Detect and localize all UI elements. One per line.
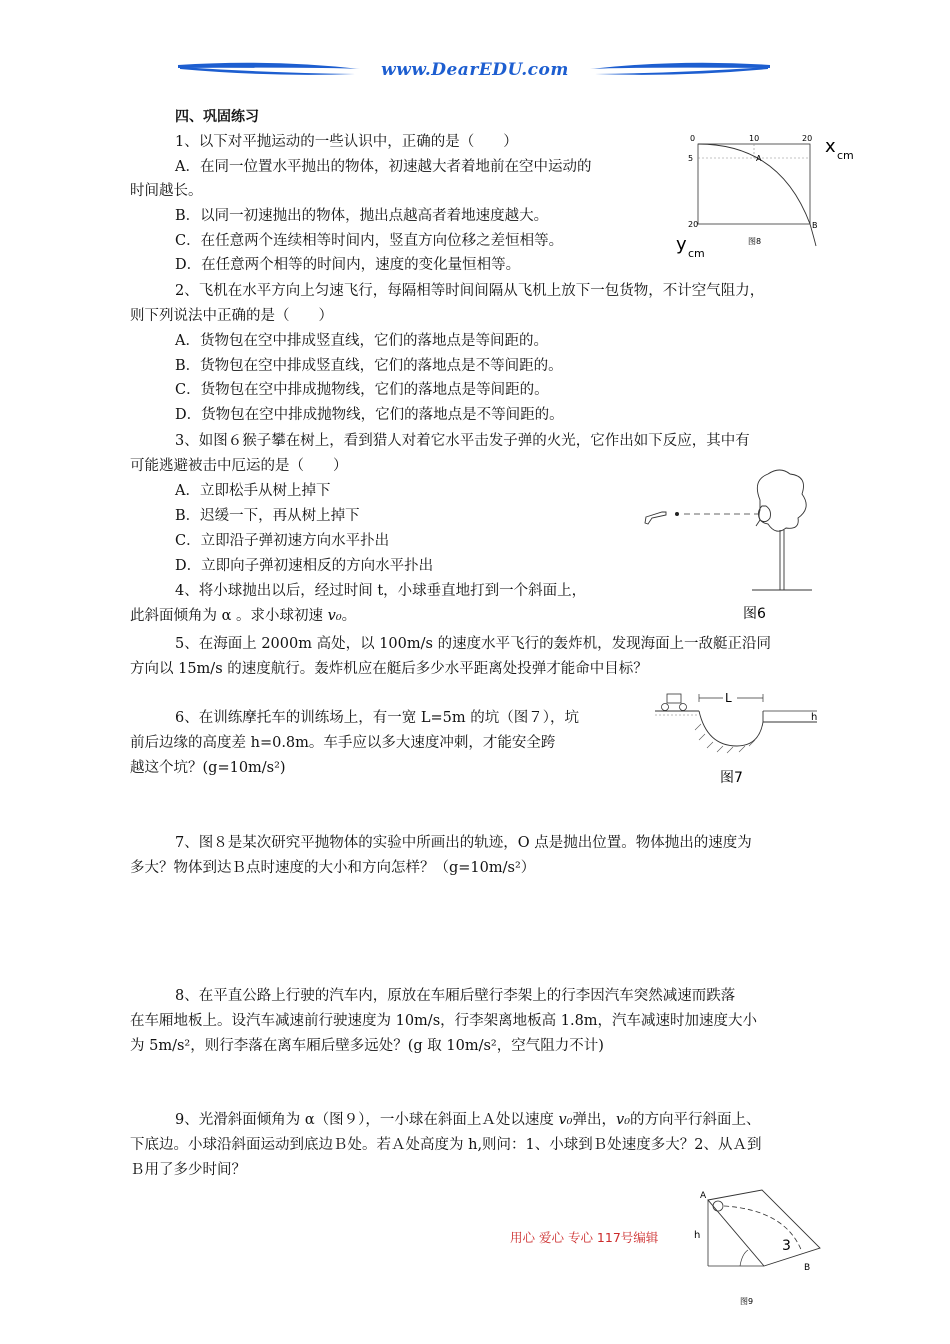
section-title: 四、巩固练习 xyxy=(175,109,259,125)
q9-text-mid: 弹出， xyxy=(572,1112,616,1128)
q1-option-c: C．在任意两个连续相等时间内，竖直方向位移之差恒相等。 xyxy=(175,233,564,249)
q6-stem-2: 前后边缘的高度差 h=0.8m。车手应以多大速度冲刺，才能安全跨 xyxy=(130,735,556,751)
figure-6 xyxy=(640,460,820,625)
page-number: 3 xyxy=(782,1238,791,1254)
q3-option-b: B．迟缓一下，再从树上掉下 xyxy=(175,508,360,524)
fig6-caption: 图6 xyxy=(743,606,766,622)
fig9-label-h: h xyxy=(694,1230,701,1241)
q8-stem-3: 为 5m/s²，则行李落在离车厢后壁多远处？(g 取 10m/s²，空气阻力不计) xyxy=(130,1038,604,1054)
fig9-label-b: B xyxy=(804,1263,811,1273)
q1-stem: 1、以下对平抛运动的一些认识中，正确的是（ ） xyxy=(175,134,518,150)
fig6-bullet xyxy=(675,512,679,516)
q4-stem-2 xyxy=(130,607,356,625)
q5-stem-2: 方向以 15m/s 的速度航行。轰炸机应在艇后多少水平距离处投弹才能命中目标？ xyxy=(130,661,648,677)
fig8-tick-10: 10 xyxy=(749,134,760,143)
q3-stem-1: 3、如图６猴子攀在树上，看到猎人对着它水平击发子弹的火光，它作出如下反应，其中有 xyxy=(175,433,750,449)
q9-stem-2: 下底边。小球沿斜面运动到底边Ｂ处。若Ａ处高度为 h,则问：1、小球到Ｂ处速度多大？2、从Ａ到 xyxy=(130,1137,762,1153)
q9-stem-3: Ｂ用了多少时间？ xyxy=(130,1162,246,1178)
q2-option-b: B．货物包在空中排成竖直线，它们的落地点是不等间距的。 xyxy=(175,358,563,374)
q1-option-a: A．在同一位置水平抛出的物体，初速越大者着地前在空中运动的 xyxy=(175,159,592,175)
q8-stem-1: 8、在平直公路上行驶的汽车内，原放在车厢后壁行李架上的行李因汽车突然减速而跌落 xyxy=(175,988,736,1004)
fig8-caption: 图8 xyxy=(748,237,762,246)
q2-option-a: A．货物包在空中排成竖直线，它们的落地点是等间距的。 xyxy=(175,333,548,349)
q6-stem-3: 越这个坑？(g=10m/s²) xyxy=(130,760,286,776)
q9-var-v0-2: v₀ xyxy=(616,1112,631,1128)
q9-var-v0: v₀ xyxy=(558,1112,573,1128)
fig7-label-l: L xyxy=(725,691,732,705)
q7-stem-2: 多大？物体到达Ｂ点时速度的大小和方向怎样？（g=10m/s²） xyxy=(130,860,536,876)
q3-stem-2: 可能逃避被击中厄运的是（ ） xyxy=(130,458,348,474)
fig7-wheel-front xyxy=(680,704,687,711)
q3-option-a: A．立即松手从树上掉下 xyxy=(175,483,331,499)
fig8-y-unit: cm xyxy=(688,247,705,260)
q2-option-c: C．货物包在空中排成抛物线，它们的落地点是等间距的。 xyxy=(175,382,549,398)
fig7-caption: 图7 xyxy=(720,770,743,786)
fig9-caption: 图9 xyxy=(740,1297,754,1306)
fig9-label-a: A xyxy=(700,1191,707,1201)
footer-editor-note: 用心 爱心 专心 117号编辑 xyxy=(510,1230,659,1245)
q3-option-c: C．立即沿子弹初速方向水平扑出 xyxy=(175,533,390,549)
q2-stem-1: 2、飞机在水平方向上匀速飞行，每隔相等时间间隔从飞机上放下一包货物，不计空气阻力， xyxy=(175,283,765,299)
figure-8 xyxy=(670,128,860,263)
q1-option-d: D．在任意两个相等的时间内，速度的变化量恒相等。 xyxy=(175,257,521,273)
fig8-x-unit: cm xyxy=(837,149,854,162)
q9-text-pre: 9、光滑斜面倾角为 α（图９），一小球在斜面上Ａ处以速度 xyxy=(175,1112,559,1128)
q4-text-pre: 此斜面倾角为 α 。求小球初速 xyxy=(130,608,328,624)
fig8-tick-y20: 20 xyxy=(688,220,699,229)
fig9-ball xyxy=(713,1201,723,1211)
q7-stem-1: 7、图８是某次研究平抛物体的实验中所画出的轨迹，O 点是抛出位置。物体抛出的速度为 xyxy=(175,835,752,851)
q4-stem-1: 4、将小球抛出以后，经过时间 t，小球垂直地打到一个斜面上， xyxy=(175,583,587,599)
fig8-x-axis-label: x xyxy=(825,136,836,157)
figure-9 xyxy=(690,1180,830,1310)
fig8-tick-20: 20 xyxy=(802,134,813,143)
fig6-gun-icon xyxy=(645,512,666,524)
fig8-tick-0: 0 xyxy=(690,134,696,143)
fig8-tick-y5: 5 xyxy=(688,154,694,163)
q3-option-d: D．立即向子弹初速相反的方向水平扑出 xyxy=(175,558,434,574)
q9-text-post: 的方向平行斜面上、 xyxy=(630,1112,761,1128)
fig8-label-b: B xyxy=(812,221,818,230)
q6-stem-1: 6、在训练摩托车的训练场上，有一宽 L=5m 的坑（图７），坑 xyxy=(175,710,579,726)
q4-text-post: 。 xyxy=(341,608,357,624)
q1-option-a-cont: 时间越长。 xyxy=(130,183,203,199)
fig7-label-h: h xyxy=(811,712,818,723)
fig8-trajectory xyxy=(698,144,810,224)
figure-7 xyxy=(655,684,825,794)
fig9-incline xyxy=(708,1190,820,1266)
q9-stem-1 xyxy=(175,1111,761,1129)
fig8-label-a: A xyxy=(756,154,762,163)
fig7-pit-hatch xyxy=(695,724,755,753)
fig7-motorcycle-icon xyxy=(667,694,681,703)
q4-var-v0: v₀ xyxy=(327,608,342,624)
fig8-y-axis-label: y xyxy=(676,234,687,255)
q2-option-d: D．货物包在空中排成抛物线，它们的落地点是不等间距的。 xyxy=(175,407,564,423)
q2-stem-2: 则下列说法中正确的是（ ） xyxy=(130,308,333,324)
fig7-wheel-back xyxy=(662,704,669,711)
q5-stem-1: 5、在海面上 2000m 高处，以 100m/s 的速度水平飞行的轰炸机，发现海面上一敌艇正沿同 xyxy=(175,636,772,652)
fig9-angle-arc xyxy=(740,1250,748,1266)
q8-stem-2: 在车厢地板上。设汽车减速前行驶速度为 10m/s，行李架离地板高 1.8m，汽车减速时加速度大小 xyxy=(130,1013,758,1029)
q1-option-b: B．以同一初速抛出的物体，抛出点越高者着地速度越大。 xyxy=(175,208,549,224)
fig7-pit xyxy=(699,711,763,746)
site-banner[interactable]: www.DearEDU.com xyxy=(381,60,569,80)
